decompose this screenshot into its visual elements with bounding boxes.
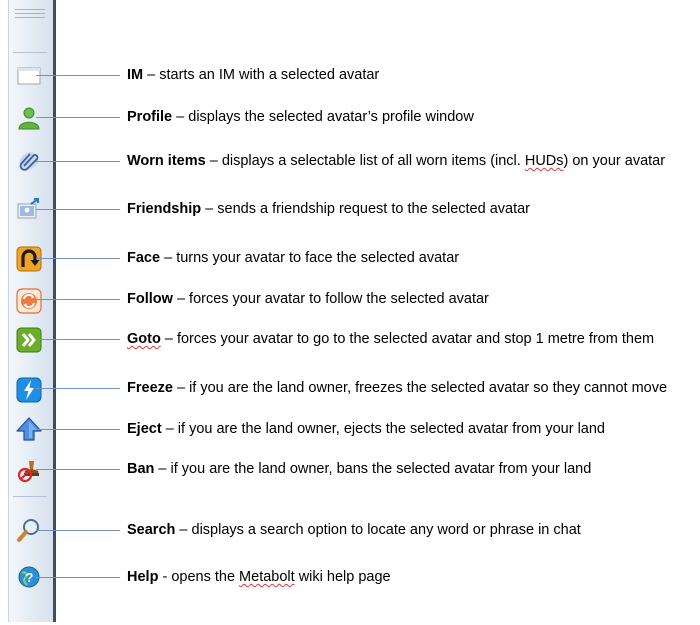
item-name: IM — [127, 67, 144, 83]
svg-text:?: ? — [25, 570, 34, 585]
toolbar-grip[interactable] — [15, 9, 45, 10]
turn-arrow-icon — [16, 246, 42, 272]
toolbar-separator — [13, 52, 47, 53]
item-description: opens the Metabolt wiki help page — [171, 569, 391, 585]
legend-profile: Profile – displays the selected avatar’s profile window — [127, 109, 474, 125]
item-name: Follow — [127, 291, 173, 307]
leader-line — [36, 299, 120, 300]
legend-im: IM – starts an IM with a selected avatar — [127, 67, 380, 83]
legend-ban: Ban – if you are the land owner, bans the selected avatar from your land — [127, 461, 592, 477]
toolbar-grip[interactable] — [15, 17, 45, 18]
leader-line — [36, 117, 120, 118]
item-description: turns your avatar to face the selected avatar — [176, 250, 460, 266]
side-toolbar — [8, 0, 54, 622]
legend-goto: Goto – forces your avatar to go to the selected avatar and stop 1 metre from them — [127, 331, 655, 347]
item-name: Profile — [127, 109, 173, 125]
leader-line — [36, 388, 120, 389]
lightning-icon — [16, 377, 42, 403]
leader-line — [36, 530, 120, 531]
leader-line — [36, 209, 120, 210]
item-description: starts an IM with a selected avatar — [159, 67, 380, 83]
item-name: Search — [127, 522, 176, 538]
item-name: Goto — [127, 331, 161, 347]
leader-line — [36, 339, 120, 340]
toolbar-edge — [53, 0, 56, 622]
item-name: Face — [127, 250, 161, 266]
legend-freeze: Freeze – if you are the land owner, freezes the selected avatar so they cannot move — [127, 380, 668, 396]
legend-search: Search – displays a search option to locate any word or phrase in chat — [127, 522, 581, 538]
goto-chevrons-icon — [16, 327, 42, 353]
item-name: Eject — [127, 421, 162, 437]
item-description: sends a friendship request to the selected avatar — [217, 201, 530, 217]
leader-line — [36, 429, 120, 430]
profile-button[interactable] — [14, 103, 44, 133]
goto-button[interactable] — [14, 325, 44, 355]
item-description: displays the selected avatar’s profile window — [188, 109, 474, 125]
legend-worn-items: Worn items – displays a selectable list of all worn items (incl. HUDs) on your avatar — [127, 153, 666, 169]
person-icon — [16, 105, 42, 131]
legend-friendship: Friendship – sends a friendship request to the selected avatar — [127, 201, 530, 217]
toolbar-separator — [13, 496, 47, 497]
item-name: Freeze — [127, 380, 173, 396]
item-description: if you are the land owner, freezes the selected avatar so they cannot move — [189, 380, 668, 396]
ban-stamp-icon — [16, 458, 42, 484]
face-button[interactable] — [14, 244, 44, 274]
legend-follow: Follow – forces your avatar to follow the selected avatar — [127, 291, 489, 307]
item-description: forces your avatar to follow the selected avatar — [189, 291, 489, 307]
follow-cycle-icon — [16, 288, 42, 314]
leader-line — [36, 577, 120, 578]
item-name: Worn items — [127, 153, 206, 169]
item-description: displays a selectable list of all worn items (incl. HUDs) on your avatar — [221, 153, 666, 169]
legend-face: Face – turns your avatar to face the selected avatar — [127, 250, 460, 266]
item-name: Ban — [127, 461, 155, 477]
item-name: Help — [127, 569, 159, 585]
ban-button[interactable] — [14, 456, 44, 486]
leader-line — [36, 469, 120, 470]
item-description: displays a search option to locate any word or phrase in chat — [191, 522, 581, 538]
item-description: if you are the land owner, bans the selected avatar from your land — [170, 461, 592, 477]
im-window-icon — [16, 63, 42, 89]
toolbar-grip[interactable] — [15, 13, 45, 14]
leader-line — [36, 161, 120, 162]
legend-help: Help - opens the Metabolt wiki help page — [127, 569, 391, 585]
leader-line — [36, 258, 120, 259]
follow-button[interactable] — [14, 286, 44, 316]
item-name: Friendship — [127, 201, 202, 217]
legend-eject: Eject – if you are the land owner, ejects the selected avatar from your land — [127, 421, 605, 437]
item-description: if you are the land owner, ejects the selected avatar from your land — [177, 421, 605, 437]
im-button[interactable] — [14, 61, 44, 91]
freeze-button[interactable] — [14, 375, 44, 405]
leader-line — [36, 75, 120, 76]
item-description: forces your avatar to go to the selected avatar and stop 1 metre from them — [176, 331, 655, 347]
